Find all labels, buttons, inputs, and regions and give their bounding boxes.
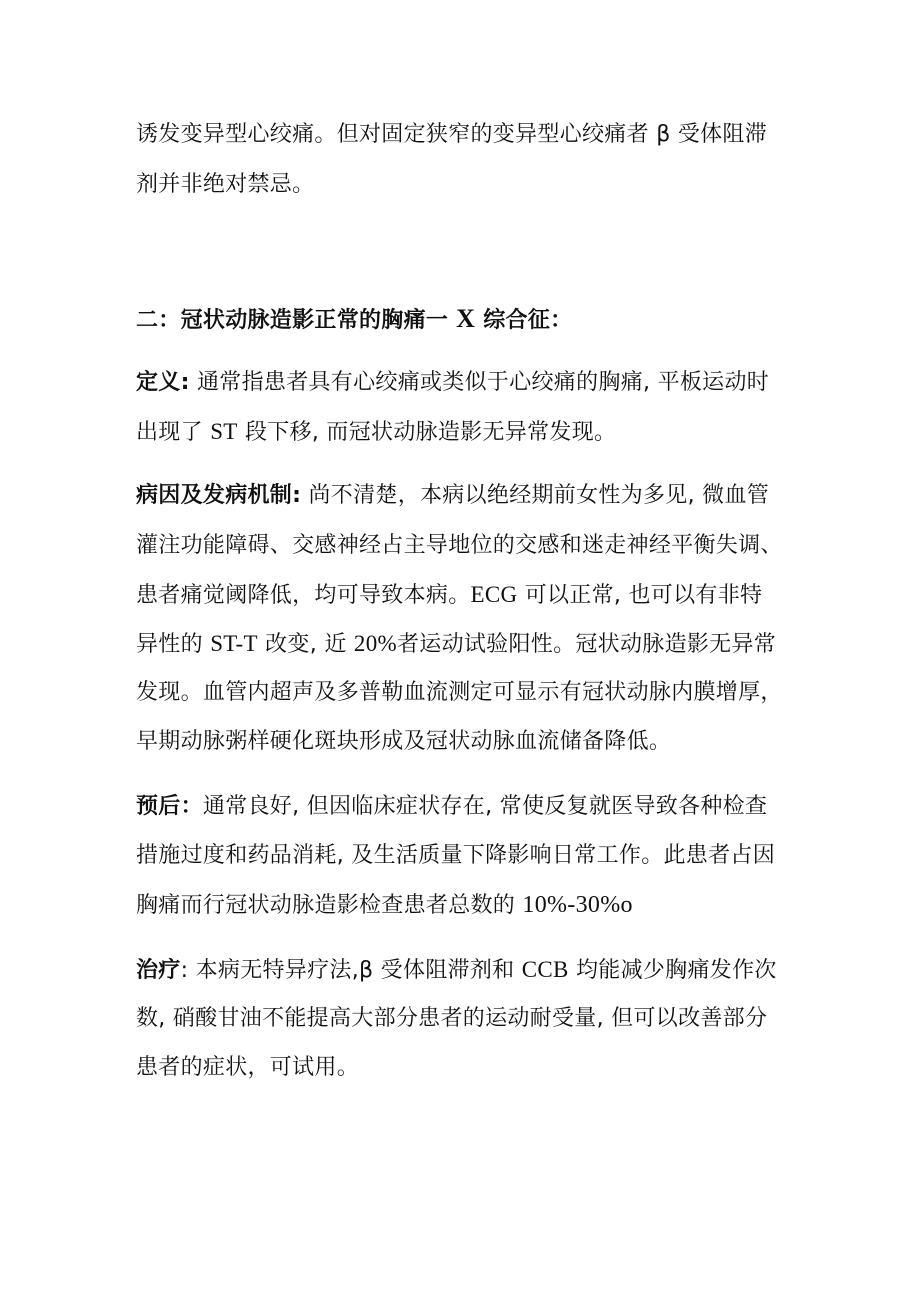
etiology-line-2: 灌注功能障碍、交感神经占主导地位的交感和迷走神经平衡失调、 xyxy=(136,533,783,558)
intro-line-2: 剂并非绝对禁忌。 xyxy=(136,172,315,197)
prognosis-range: 10%-30%o xyxy=(522,892,633,918)
definition-st: ST xyxy=(210,419,238,444)
treatment-line-1 xyxy=(136,955,796,986)
treatment-line-2: 数, 硝酸甘油不能提高大部分患者的运动耐受量, 但可以改善部分 xyxy=(136,1006,768,1031)
treatment-ccb: CCB xyxy=(521,957,569,982)
definition-line-1 xyxy=(136,368,796,398)
etiology-text-4a: 异性的 xyxy=(136,632,211,657)
section-heading-prefix: 二：冠状动脉造影正常的胸痛一 xyxy=(136,308,457,333)
etiology-line-3 xyxy=(136,580,796,611)
prognosis-line-3 xyxy=(136,890,796,921)
prognosis-text-3a: 胸痛而行冠状动脉造影检查患者总数的 xyxy=(136,893,523,918)
treatment-text-1a: : 本病无特异疗法,β 受体阻滞剂和 xyxy=(180,958,522,983)
etiology-line-5: 发现。血管内超声及多普勒血流测定可显示有冠状动脉内膜增厚， xyxy=(136,680,783,705)
treatment-label: 治疗 xyxy=(136,958,181,983)
definition-line-2 xyxy=(136,417,796,448)
etiology-text-4c: 者运动试验阳性。冠状动脉造影无异常 xyxy=(396,632,777,657)
section-heading-suffix: 综合征： xyxy=(475,308,573,333)
treatment-line-3: 患者的症状，可试用。 xyxy=(136,1055,360,1080)
intro-line-1: 诱发变异型心绞痛。但对固定狭窄的变异型心绞痛者 β 受体阻滞 xyxy=(136,122,768,147)
definition-label: 定义: xyxy=(136,370,190,395)
section-heading xyxy=(136,304,796,336)
prognosis-line-2: 措施过度和药品消耗, 及生活质量下降影响日常工作。此患者占因 xyxy=(136,843,775,868)
etiology-line-6: 早期动脉粥样硬化斑块形成及冠状动脉血流储备降低。 xyxy=(136,729,672,754)
definition-text-2b: 段下移, 而冠状动脉造影无异常发现。 xyxy=(237,420,617,445)
definition-text-2a: 出现了 xyxy=(136,420,211,445)
prognosis-label: 预后： xyxy=(136,794,203,819)
etiology-text-4b: 改变, 近 xyxy=(257,632,354,657)
prognosis-text-1: 通常良好, 但因临床症状存在, 常使反复就医导致各种检查 xyxy=(202,794,768,819)
etiology-stt: ST-T xyxy=(210,631,258,656)
etiology-ecg: ECG xyxy=(470,582,518,607)
prognosis-line-1 xyxy=(136,792,796,822)
definition-text-1: 通常指患者具有心绞痛或类似于心绞痛的胸痛, 平板运动时 xyxy=(189,370,770,395)
section-heading-x: X xyxy=(456,304,476,333)
etiology-line-4 xyxy=(136,629,796,660)
etiology-percent: 20% xyxy=(353,631,397,656)
etiology-text-3b: 可以正常, 也可以有非特 xyxy=(517,583,763,608)
etiology-line-1 xyxy=(136,481,796,511)
etiology-text-1: 尚不清楚，本病以绝经期前女性为多见, 微血管 xyxy=(301,483,770,508)
etiology-label: 病因及发病机制: xyxy=(136,483,302,508)
etiology-text-3a: 患者痛觉阈降低，均可导致本病。 xyxy=(136,583,471,608)
treatment-text-1b: 均能减少胸痛发作次 xyxy=(568,958,777,983)
